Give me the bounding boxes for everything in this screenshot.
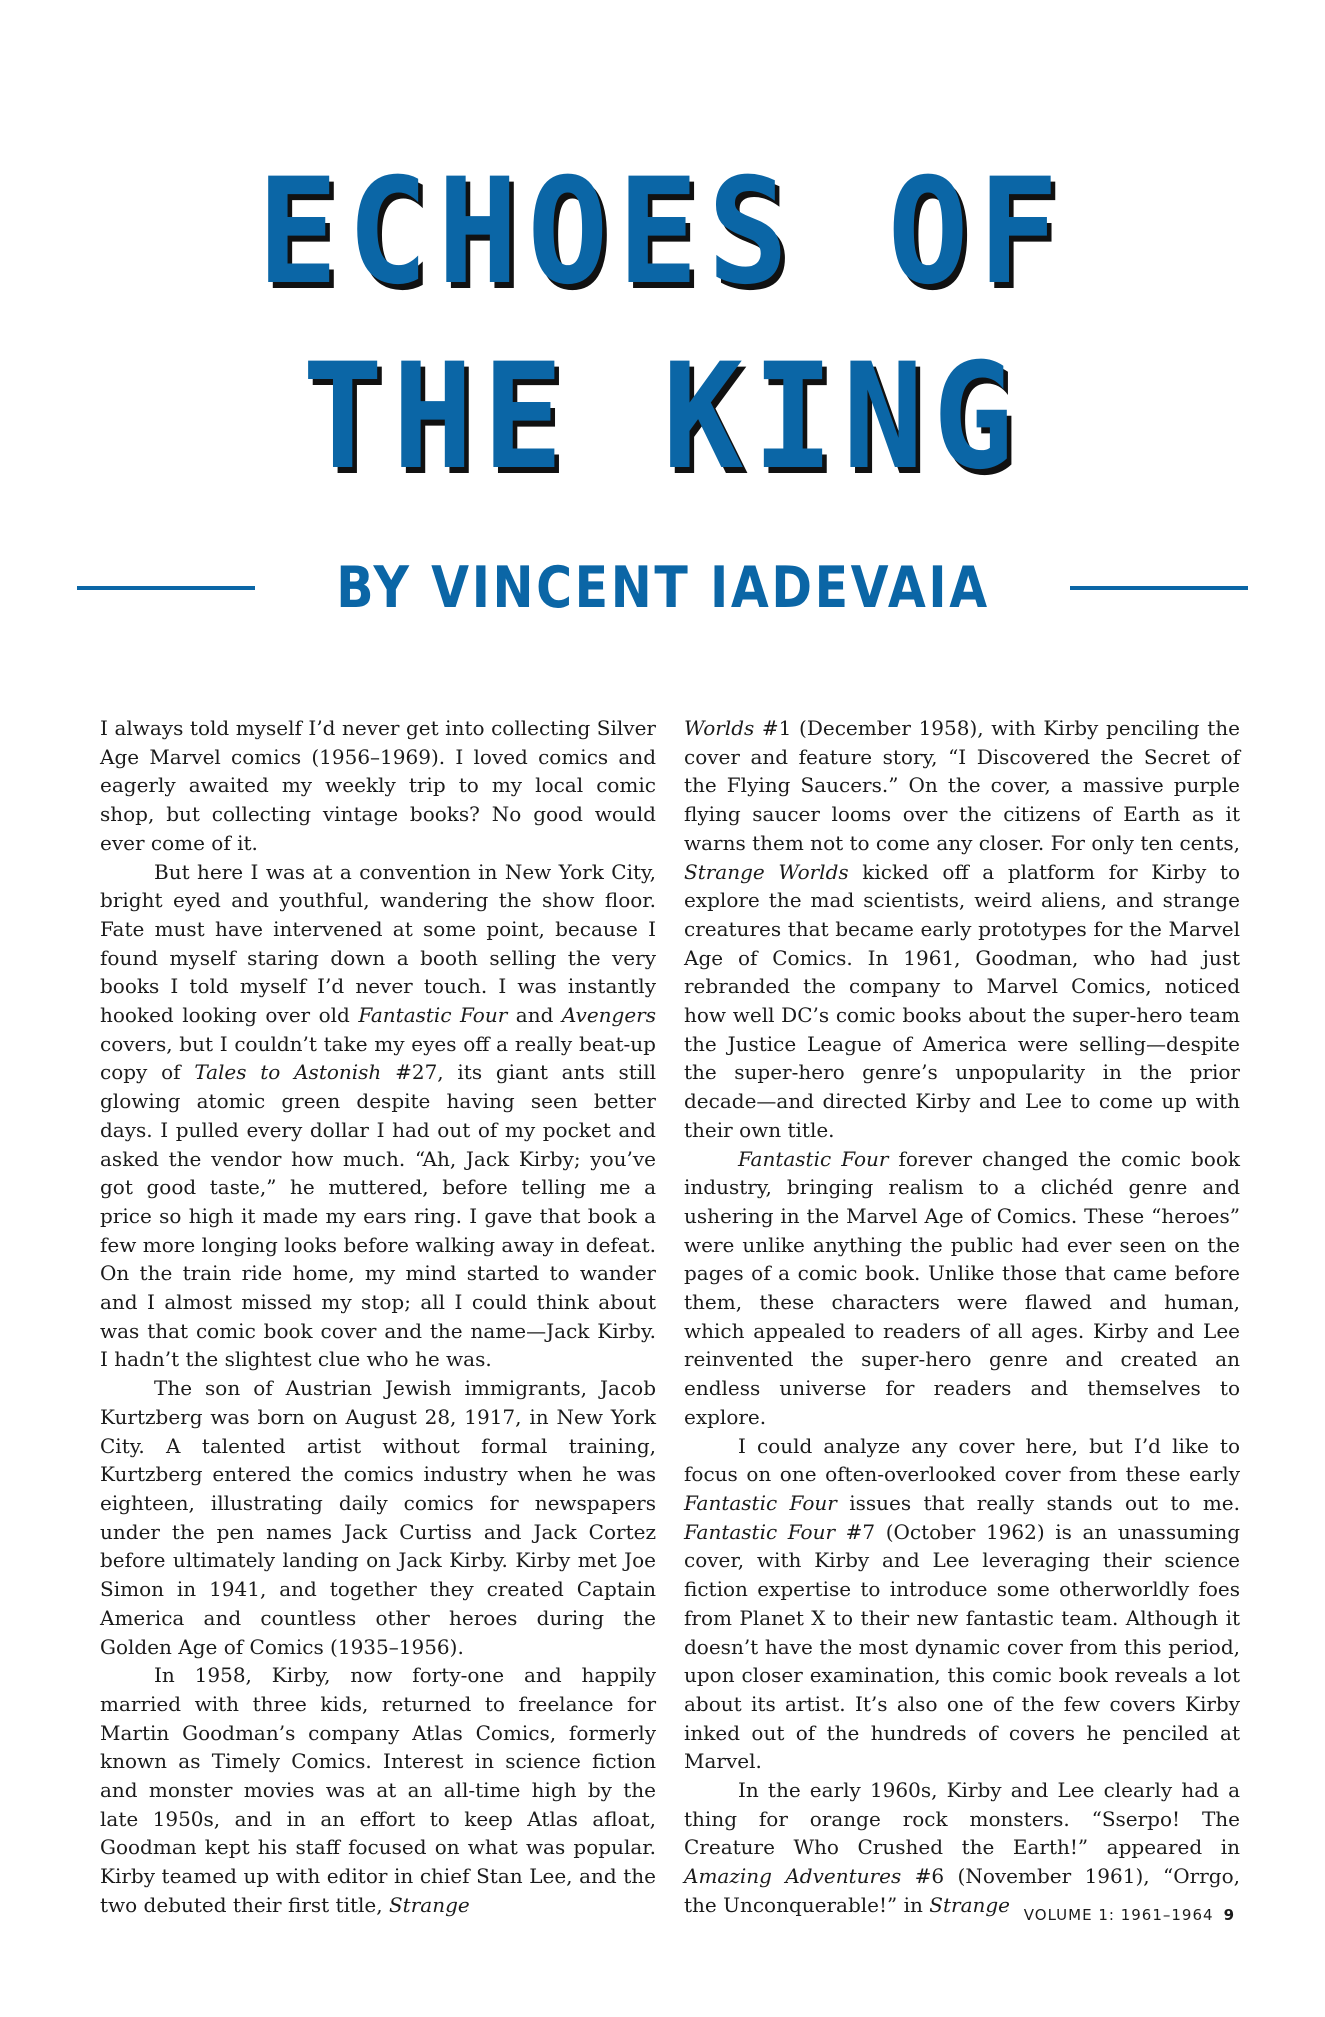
column-right — [684, 714, 1240, 1920]
text-run: forever changed the comic book industry, bringing realism to a clichéd genre and ushering in the Marvel Age of Comics. These “heroes” were unlike anything the public had ever seen on the pages of a comic book. Unlike those that came before them, these characters were flawed and human, which appealed to readers of all ages. Kirby and Lee reinvented the super-hero genre and created an endless universe for readers and themselves to explore. — [684, 1146, 1240, 1429]
text-run: In the early 1960s, Kirby and Lee clearly had a thing for orange rock monsters. “Sserpo! The Creature Who Crushed the Earth!” appeared in — [684, 1778, 1240, 1860]
title-line-1: ECHOES OF — [257, 147, 1068, 317]
italic-title: Tales to Astonish — [194, 1060, 382, 1085]
italic-title: Avengers — [561, 1003, 657, 1028]
italic-title: Strange — [388, 1892, 470, 1917]
italic-title: Fantastic Four — [358, 1003, 508, 1028]
byline-rule-left — [77, 586, 255, 590]
text-run: #27, its giant ants still glowing atomic green despite having seen better days. I pulled every dollar I had out of my pocket and asked the vendor how much. “Ah, Jack Kirby; you’ve got good taste,” he muttered, before telling me a price so high it made my ears ring. I gave that book a few more longing looks before walking away in defeat. On the train ride home, my mind started to wander and I almost missed my stop; all I could think about was that comic book cover and the name—Jack Kirby. I hadn’t the slightest clue who he was. — [100, 1060, 657, 1372]
page-number: 9 — [1223, 1906, 1235, 1924]
italic-title: Fantastic Four — [684, 1519, 836, 1544]
paragraph — [684, 1776, 1240, 1920]
page-footer — [1024, 1906, 1235, 1924]
paragraph — [100, 858, 656, 1375]
paragraph — [684, 714, 1240, 1145]
text-run: In 1958, Kirby, now forty-one and happily married with three kids, returned to freelance for Martin Goodman’s company Atlas Comics, formerly known as Timely Comics. Interest in science fiction and monster movies was at an all-time high by the late 1950s, and in an effort to keep Atlas afloat, Goodman kept his staff focused on what was popular. Kirby teamed up with editor in chief Stan Lee, and the two debuted their first title, — [100, 1663, 656, 1917]
byline-rule-right — [1070, 586, 1248, 590]
byline — [0, 548, 1325, 628]
text-run: But here I was at a convention in New York City, bright eyed and youthful, wandering the show floor. Fate must have intervened at some point, because I found myself staring down a booth selling the very books I told myself I’d never touch. I was instantly hooked looking over old — [100, 859, 656, 1028]
text-run: and — [507, 1003, 562, 1028]
italic-title: Strange Worlds — [684, 859, 849, 884]
text-run: covers, but I couldn’t take my eyes off a really beat-up copy of — [100, 1031, 656, 1085]
paragraph — [100, 1661, 656, 1919]
text-run: #6 (November 1961), “Orrgo, the Unconquerable!” in — [684, 1864, 1240, 1917]
text-run: I could analyze any cover here, but I’d like to focus on one often-overlooked cover from these early — [684, 1433, 1240, 1487]
text-run: #7 (October 1962) is an unassuming cover, with Kirby and Lee leveraging their science fiction expertise to introduce some otherworldly foes from Planet X to their new fantastic team. Although it doesn’t have the most dynamic cover from this period, upon closer examination, this comic book reveals a lot about its artist. It’s also one of the few covers Kirby inked out of the hundreds of covers he penciled at Marvel. — [684, 1519, 1241, 1774]
text-run: #1 (December 1958), with Kirby penciling the cover and feature story, “I Discovered the Secret of the Flying Saucers.” On the cover, a massive purple flying saucer looms over the citizens of Earth as it warns them not to come any closer. For only ten cents, — [684, 716, 1241, 855]
italic-title: Worlds — [684, 716, 755, 740]
italic-title: Fantastic Four — [738, 1146, 889, 1171]
paragraph — [684, 1145, 1240, 1432]
text-run: issues that really stands out to me. — [836, 1490, 1240, 1515]
italic-title: Strange — [929, 1892, 1011, 1917]
article-title — [53, 140, 1272, 510]
italic-title: Fantastic Four — [684, 1490, 837, 1515]
italic-title: Amazing Adventures — [684, 1864, 902, 1889]
running-head: VOLUME 1: 1961–1964 — [1023, 1906, 1214, 1924]
paragraph: I always told myself I’d never get into collecting Silver Age Marvel comics (1956–1969). I loved comics and eagerly awaited my weekly trip to my local comic shop, but collecting vintage books? No good would ever come of it. — [100, 716, 656, 855]
column-left — [100, 714, 656, 1920]
byline-text: BY VINCENT IADEVAIA — [335, 555, 990, 621]
text-run: kicked off a platform for Kirby to explore the mad scientists, weird aliens, and strange creatures that became early prototypes for the Marvel Age of Comics. In 1961, Goodman, who had just rebranded the company to Marvel Comics, noticed how well DC’s comic books about the super-hero team the Justice League of America were selling—despite the super-hero genre’s unpopularity in the prior decade—and directed Kirby and Lee to come up with their own title. — [684, 859, 1240, 1142]
paragraph: The son of Austrian Jewish immigrants, Jacob Kurtzberg was born on August 28, 1917, in New York City. A talented artist without formal training, Kurtzberg entered the comics industry when he was eighteen, illustrating daily comics for newspapers under the pen names Jack Curtiss and Jack Cortez before ultimately landing on Jack Kirby. Kirby met Joe Simon in 1941, and together they created Captain America and countless other heroes during the Golden Age of Comics (1935–1956). — [100, 1376, 656, 1659]
title-line-2: THE KING — [302, 332, 1023, 502]
paragraph — [684, 1432, 1240, 1776]
